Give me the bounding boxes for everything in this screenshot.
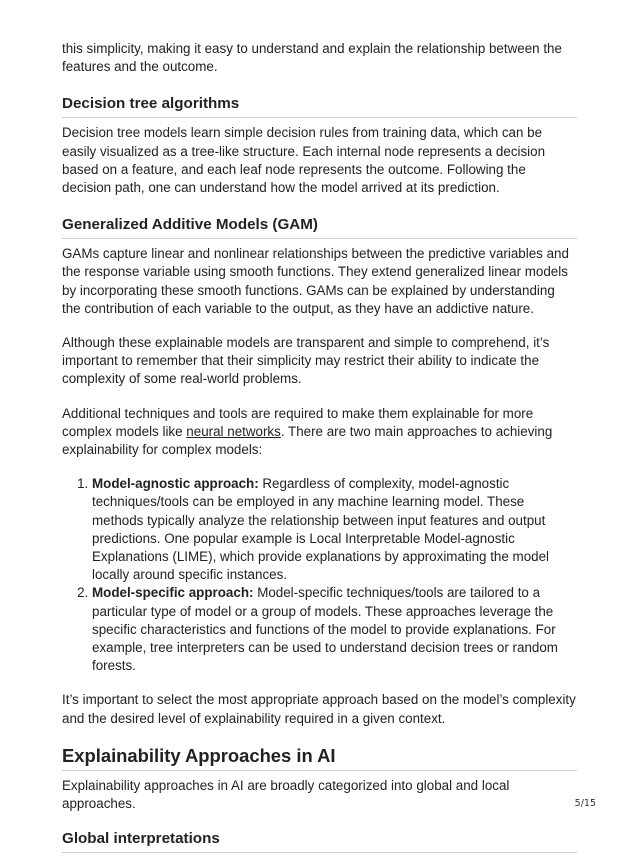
- list-item-title: Model-agnostic approach:: [92, 476, 259, 492]
- heading-decision-tree: Decision tree algorithms: [62, 94, 577, 118]
- neural-networks-link[interactable]: neural networks: [186, 423, 281, 439]
- list-item-title: Model-specific approach:: [92, 585, 254, 601]
- heading-global-interpretations: Global interpretations: [62, 829, 577, 853]
- heading-explainability-approaches: Explainability Approaches in AI: [62, 744, 577, 771]
- decision-tree-paragraph: Decision tree models learn simple decision rules from training data, which can be easily visualized as a tree-like structure. Each internal node represents a decision based on a feature, and each leaf node represents the outcome. Following the decision path, one can understand how the model arrived at its prediction.: [62, 125, 546, 196]
- document-page: [62, 40, 577, 859]
- gam-paragraph: GAMs capture linear and nonlinear relationships between the predictive variables and the response variable using smooth functions. They extend generalized linear models by incorporating these smooth functions. GAMs can be explained by understanding the contribution of each variable to the output, as they have an addictive nature.: [62, 246, 569, 316]
- selection-paragraph: It’s important to select the most appropriate approach based on the model’s complexity and the desired level of explainability required in a given context.: [62, 692, 576, 726]
- heading-gam: Generalized Additive Models (GAM): [62, 215, 577, 239]
- intro-paragraph: this simplicity, making it easy to understand and explain the relationship between the features and the outcome.: [62, 41, 562, 75]
- complex-models-text-before: Additional techniques and tools are required to make them explainable for more complex models like: [62, 405, 534, 439]
- transparency-paragraph: Although these explainable models are transparent and simple to comprehend, it’s important to remember that their simplicity may restrict their ability to indicate the complexity of some real-world problems.: [62, 335, 550, 387]
- complex-models-text-after: . There are two main approaches to achieving explainability for complex models:: [62, 423, 553, 458]
- list-item-text: Regardless of complexity, model-agnostic techniques/tools can be employed in any machine learning model. These methods typically analyze the relationship between input features and output predictions. One popular example is Local Interpretable Model-agnostic Explanations (LIME), which provide explanations by approximating the model locally around specific instances.: [92, 476, 550, 583]
- page-number: 5/15: [574, 798, 596, 809]
- complex-models-paragraph: [62, 405, 577, 460]
- list-item-text: Model-specific techniques/tools are tailored to a particular type of model or a group of models. These approaches leverage the specific characteristics and functions of the model to provide explanations. For example, tree interpreters can be used to understand decision trees or random forests.: [92, 585, 558, 674]
- list-item-model-specific: [92, 584, 577, 675]
- list-item-model-agnostic: [92, 475, 577, 584]
- approaches-paragraph: Explainability approaches in AI are broadly categorized into global and local approaches.: [62, 777, 510, 812]
- approaches-list: [62, 475, 577, 675]
